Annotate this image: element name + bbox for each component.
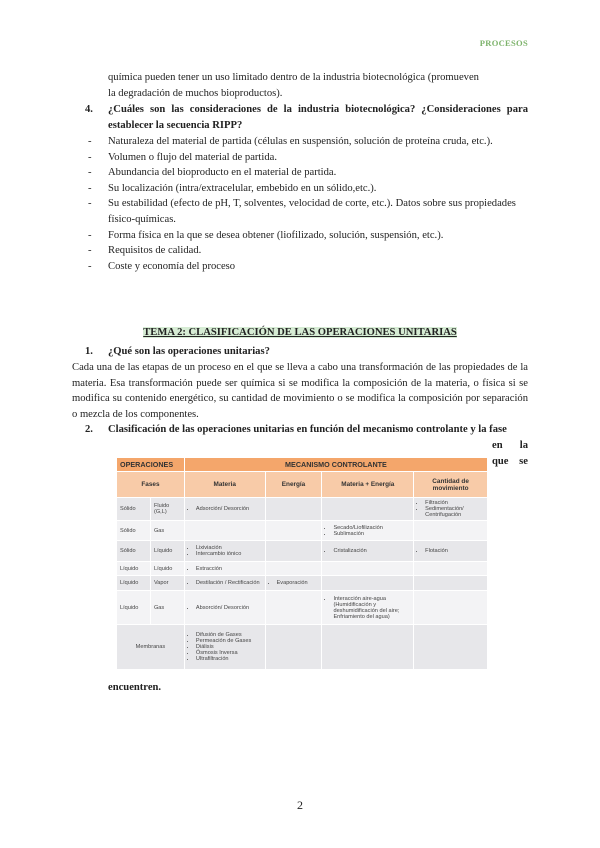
question-2-text: Clasificación de las operaciones unitarias en función del mecanismo controlante y la fase: [108, 424, 507, 435]
question-1-answer: Cada una de las etapas de un proceso en el que se lleva a cabo una transformación de las propiedades de la materia. Esa transformación puede ser química si se modifica la composición de la materia, o física si se modifica su contenido energético, su cantidad de movimiento o se modifica la composición por separación o mezcla de los componentes.: [72, 362, 528, 420]
header-mecanismo: MECANISMO CONTROLANTE: [184, 458, 487, 472]
list-item: - Coste y economía del proceso: [88, 260, 236, 272]
continuation-line-2: la degradación de muchos bioproductos).: [108, 87, 283, 99]
table-row: Membranas • Difusión de Gases • Permeación de Gases • Diálisis • Ósmosis Inversa • Ultrafiltración: [117, 625, 488, 670]
question-4-text: ¿Cuáles son las consideraciones de la industria biotecnológica? ¿Consideraciones para establecer la secuencia RIPP?: [108, 104, 528, 131]
header-materia-energia: Materia + Energía: [322, 472, 414, 498]
header-operaciones: OPERACIONES: [117, 458, 185, 472]
question-4-number: 4.: [85, 104, 93, 115]
header-materia: Materia: [184, 472, 265, 498]
table-row: Sólido Gas • Secado/Liofilización • Sublimación: [117, 521, 488, 541]
list-item: - Naturaleza del material de partida (células en suspensión, solución de proteína cruda, etc.).: [88, 136, 493, 147]
list-item: - Su estabilidad (efecto de pH, T, solventes, velocidad de corte, etc.). Datos sobre sus propiedades físico-químicas.: [88, 198, 516, 225]
header-energia: Energía: [265, 472, 322, 498]
table-row: Sólido Líquido • Lixiviación • Intercambio iónico • Cristalización • Flotación: [117, 541, 488, 562]
list-item: - Requisitos de calidad.: [88, 245, 202, 257]
table-row: Líquido Vapor • Destilación / Rectificación • Evaporación: [117, 576, 488, 591]
page-number: 2: [297, 798, 303, 812]
continuation-paragraph: [108, 70, 528, 101]
question-2-wrap-2: que se: [492, 456, 528, 467]
section-title: TEMA 2: CLASIFICACIÓN DE LAS OPERACIONES UNITARIAS: [143, 327, 457, 338]
running-header: PROCESOS: [479, 38, 528, 48]
header-movimiento: Cantidad de movimiento: [414, 472, 488, 498]
table-row: Líquido Líquido • Extracción: [117, 562, 488, 576]
continuation-line-1: química pueden tener un uso limitado dentro de la industria biotecnológica (promueven: [108, 72, 479, 83]
list-item: - Abundancia del bioproducto en el material de partida.: [88, 167, 337, 179]
question-1-text: ¿Qué son las operaciones unitarias?: [108, 346, 270, 357]
table-row: Líquido Gas • Absorción/ Desorción • Interacción aire-agua (Humidificación y deshumidificación del aire; Enfriamiento del agua): [117, 591, 488, 625]
question-2-number: 2.: [85, 424, 93, 435]
question-1-number: 1.: [85, 346, 93, 357]
table-row: Sólido Fluido (G,L) • Adsorción/ Desorción • Filtración • Sedimentación/ Centrifugación: [117, 498, 488, 521]
unit-operations-table-image: [116, 457, 488, 669]
list-item: - Forma física en la que se desea obtener (liofilizado, solución, suspensión, etc.).: [88, 229, 444, 241]
header-fases: Fases: [117, 472, 185, 498]
considerations-list: [88, 134, 528, 274]
list-item: - Su localización (intra/extracelular, embebido en un sólido,etc.).: [88, 182, 377, 194]
question-2-wrap-3: encuentren.: [108, 682, 162, 693]
question-2-wrap-1: en la: [492, 440, 528, 451]
list-item: - Volumen o flujo del material de partida.: [88, 151, 277, 163]
